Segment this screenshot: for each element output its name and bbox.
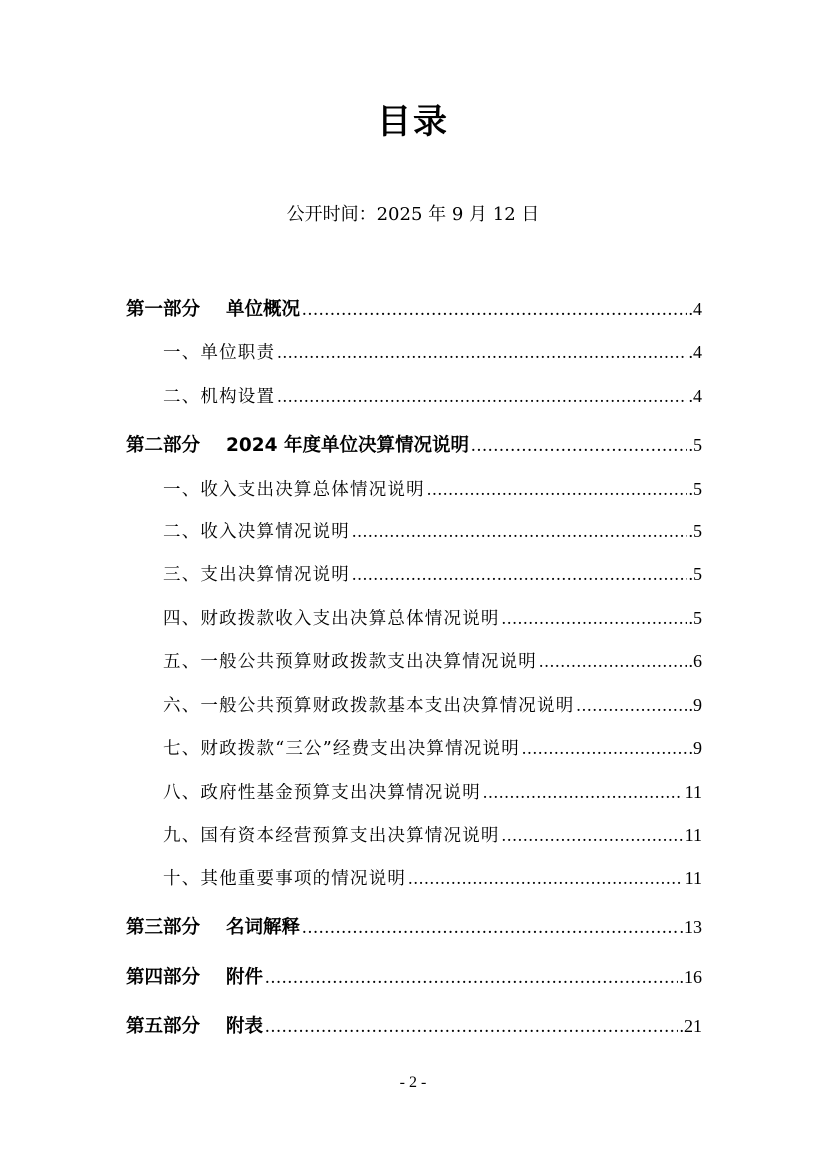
toc-leader-dots <box>539 646 687 676</box>
toc-leader-dots <box>265 963 677 993</box>
toc-page-number: .4 <box>688 342 702 362</box>
toc-page-number: 11 <box>684 868 702 888</box>
toc-part-name: 名词解释 <box>226 917 301 938</box>
toc-entry-general-budget-basic-expense[interactable] <box>126 690 702 720</box>
toc-page-number: .5 <box>688 564 702 584</box>
toc-page-number: .6 <box>688 651 702 671</box>
toc-entry-government-fund[interactable] <box>126 777 702 807</box>
toc-page-number: .5 <box>688 521 702 541</box>
toc-page-number: .5 <box>688 435 702 455</box>
toc-entry-label: 五、一般公共预算财政拨款支出决算情况说明 <box>163 652 537 672</box>
toc-entry-unit-duties[interactable] <box>126 337 702 367</box>
toc-entry-part-1[interactable] <box>126 294 702 324</box>
toc-leader-dots <box>265 1012 677 1042</box>
toc-entry-fiscal-appropriation-overall[interactable] <box>126 603 702 633</box>
toc-part-name: 附表 <box>226 1016 264 1037</box>
toc-page-number: .4 <box>688 386 702 406</box>
toc-page-number: .4 <box>688 299 702 319</box>
toc-page-number: .5 <box>688 479 702 499</box>
page-number: - 2 - <box>399 1074 427 1091</box>
toc-leader-dots <box>502 820 683 850</box>
toc-page-number: .9 <box>688 738 702 758</box>
toc-entry-label: 二、收入决算情况说明 <box>163 522 350 542</box>
toc-entry-label: 六、一般公共预算财政拨款基本支出决算情况说明 <box>163 696 575 716</box>
publish-date: 公开时间：2025 年 9 月 12 日 <box>286 204 540 225</box>
toc-leader-dots <box>471 431 687 461</box>
toc-entry-org-setup[interactable] <box>126 381 702 411</box>
toc-page-number: 11 <box>684 782 702 802</box>
toc-page-number: .16 <box>679 967 702 987</box>
toc-leader-dots <box>352 559 687 589</box>
toc-entry-label: 一、单位职责 <box>163 343 276 363</box>
toc-entry-part-2[interactable] <box>126 430 702 460</box>
toc-leader-dots <box>277 381 686 411</box>
toc-leader-dots <box>522 733 687 763</box>
toc-page-number: .9 <box>688 695 702 715</box>
toc-leader-dots <box>408 863 683 893</box>
page-title: 目录 <box>377 102 449 142</box>
toc-entry-label: 四、财政拨款收入支出决算总体情况说明 <box>163 609 500 629</box>
toc-entry-part-5[interactable] <box>126 1011 702 1041</box>
toc-page-number: .13 <box>679 917 702 937</box>
toc-part-number: 第一部分 <box>126 299 201 320</box>
toc-entry-part-3[interactable] <box>126 912 702 942</box>
toc-entry-label: 一、收入支出决算总体情况说明 <box>163 480 425 500</box>
toc-part-name: 2024 年度单位决算情况说明 <box>226 435 469 456</box>
toc-entry-income[interactable] <box>126 516 702 546</box>
toc-leader-dots <box>502 603 687 633</box>
toc-leader-dots <box>427 474 687 504</box>
toc-part-number: 第二部分 <box>126 435 201 456</box>
toc-page-number: 11 <box>684 825 702 845</box>
toc-leader-dots <box>576 690 686 720</box>
toc-part-name: 单位概况 <box>226 299 301 320</box>
toc-part-number: 第五部分 <box>126 1016 201 1037</box>
toc-entry-expense[interactable] <box>126 559 702 589</box>
toc-leader-dots <box>302 913 677 943</box>
toc-entry-label: 八、政府性基金预算支出决算情况说明 <box>163 783 481 803</box>
toc-entry-part-4[interactable] <box>126 962 702 992</box>
toc-entry-label: 三、支出决算情况说明 <box>163 565 350 585</box>
toc-page-number: .21 <box>679 1016 702 1036</box>
toc-entry-label: 二、机构设置 <box>163 387 276 407</box>
toc-entry-general-budget-expense[interactable] <box>126 646 702 676</box>
toc-entry-other-matters[interactable] <box>126 863 702 893</box>
toc-part-name: 附件 <box>226 967 264 988</box>
toc-entry-three-public-expenses[interactable] <box>126 733 702 763</box>
toc-part-number: 第三部分 <box>126 917 201 938</box>
toc-part-number: 第四部分 <box>126 967 201 988</box>
toc-leader-dots <box>352 516 687 546</box>
toc-leader-dots <box>302 295 686 325</box>
toc-entry-state-capital[interactable] <box>126 820 702 850</box>
toc-entry-label: 十、其他重要事项的情况说明 <box>163 869 407 889</box>
toc-page-number: .5 <box>688 608 702 628</box>
toc-entry-income-expense-overall[interactable] <box>126 474 702 504</box>
toc-entry-label: 七、财政拨款“三公”经费支出决算情况说明 <box>163 739 520 759</box>
toc-leader-dots <box>277 337 686 367</box>
toc-leader-dots <box>483 777 683 807</box>
toc-entry-label: 九、国有资本经营预算支出决算情况说明 <box>163 826 500 846</box>
